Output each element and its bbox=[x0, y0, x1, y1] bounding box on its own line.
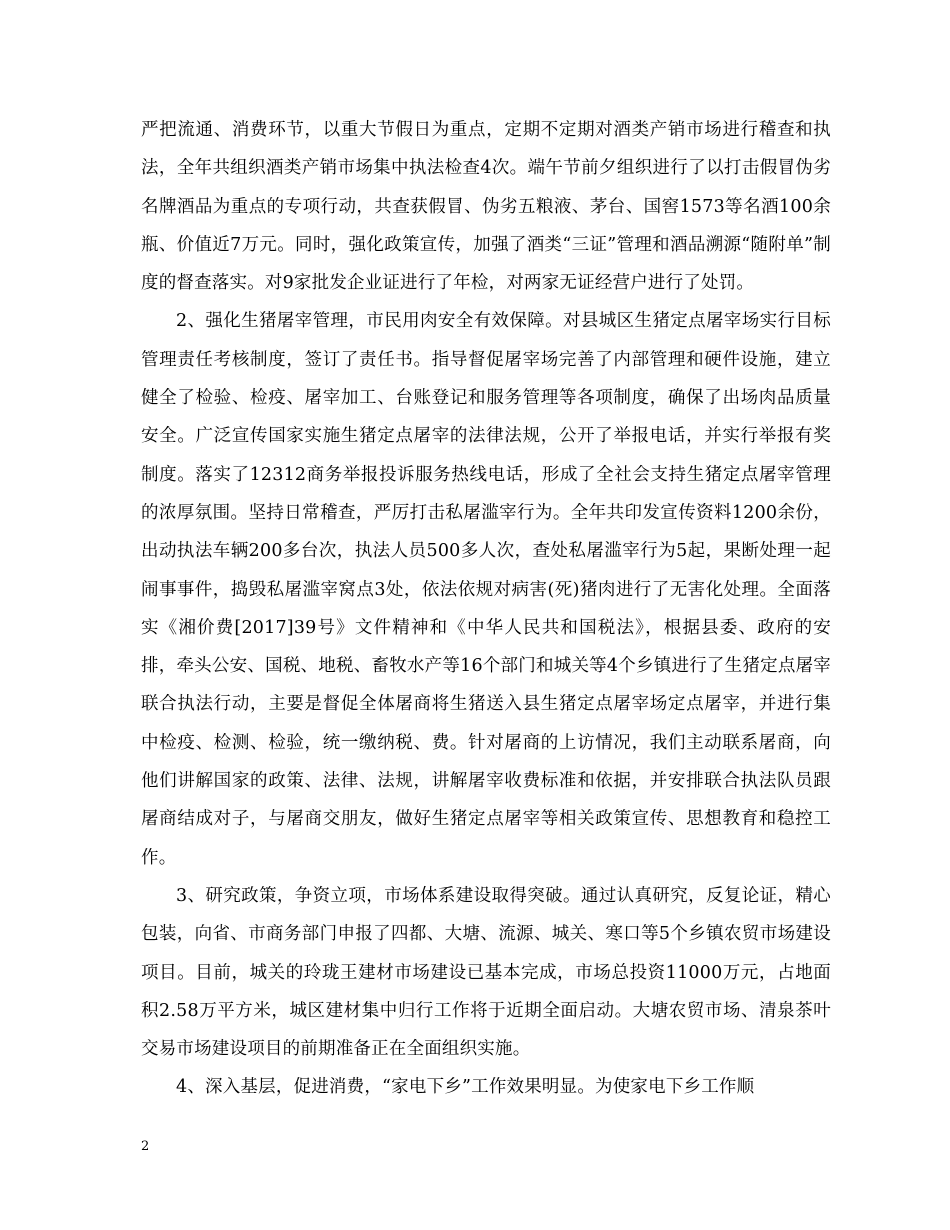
paragraph-pig-slaughter-management: 2、强化生猪屠宰管理，市民用肉安全有效保障。对县城区生猪定点屠宰场实行目标管理责任考核制度，签订了责任书。指导督促屠宰场完善了内部管理和硬件设施，建立健全了检验、检疫、屠宰加工、台账登记和服务管理等各项制度，确保了出场肉品质量安全。广泛宣传国家实施生猪定点屠宰的法律法规，公开了举报电话，并实行举报有奖制度。落实了12312商务举报投诉服务热线电话，形成了全社会支持生猪定点屠宰管理的浓厚氛围。坚持日常稽查，严厉打击私屠滥宰行为。全年共印发宣传资料1200余份，出动执法车辆200多台次，执法人员500多人次，查处私屠滥宰行为5起，果断处理一起闹事事件，捣毁私屠滥宰窝点3处，依法依规对病害(死)猪肉进行了无害化处理。全面落实《湘价费[2017]39号》文件精神和《中华人民共和国税法》，根据县委、政府的安排，牵头公安、国税、地税、畜牧水产等16个部门和城关等4个乡镇进行了生猪定点屠宰联合执法行动，主要是督促全体屠商将生猪送入县生猪定点屠宰场定点屠宰，并进行集中检疫、检测、检验，统一缴纳税、费。针对屠商的上访情况，我们主动联系屠商，向他们讲解国家的政策、法律、法规，讲解屠宰收费标准和依据，并安排联合执法队员跟屠商结成对子，与屠商交朋友，做好生猪定点屠宰等相关政策宣传、思想教育和稳控工作。 bbox=[141, 311, 831, 868]
paragraph-liquor-inspection: 严把流通、消费环节，以重大节假日为重点，定期不定期对酒类产销市场进行稽查和执法，全年共组织酒类产销市场集中执法检查4次。端午节前夕组织进行了以打击假冒伪劣名牌酒品为重点的专项行动，共查获假冒、伪劣五粮液、茅台、国窖1573等名酒100余瓶、价值近7万元。同时，强化政策宣传，加强了酒类“三证”管理和酒品溯源“随附单”制度的督查落实。对9家批发企业证进行了年检，对两家无证经营户进行了处罚。 bbox=[141, 120, 831, 294]
paragraph-market-system-construction: 3、研究政策，争资立项，市场体系建设取得突破。通过认真研究，反复论证，精心包装，向省、市商务部门申报了四都、大塘、流源、城关、寒口等5个乡镇农贸市场建设项目。目前，城关的玲珑王建材市场建设已基本完成，市场总投资11000万元，占地面积2.58万平方米，城区建材集中归行工作将于近期全面启动。大塘农贸市场、清泉茶叶交易市场建设项目的前期准备正在全面组织实施。 bbox=[141, 885, 831, 1060]
document-body bbox=[141, 111, 831, 1107]
paragraph-appliances-to-countryside: 4、深入基层，促进消费，“家电下乡”工作效果明显。为使家电下乡工作顺 bbox=[176, 1077, 755, 1098]
page-number: 2 bbox=[141, 1139, 150, 1154]
